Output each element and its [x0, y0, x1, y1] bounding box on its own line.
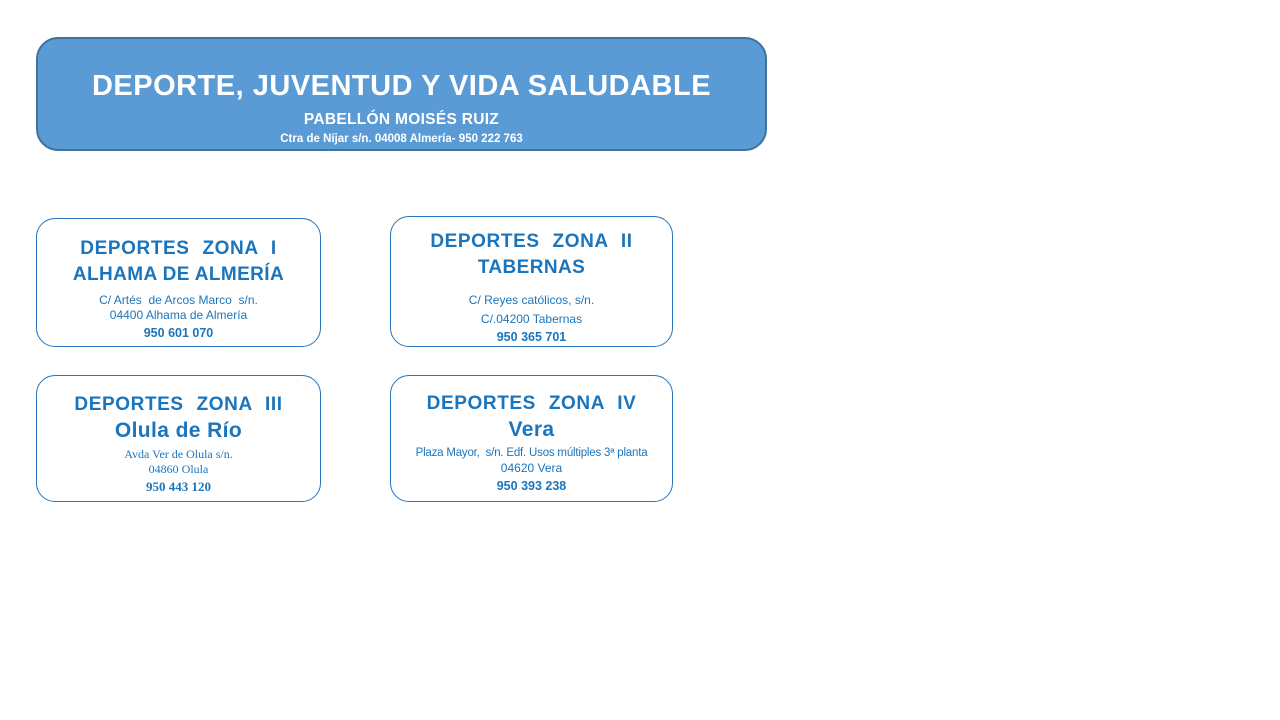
zone-locality: Olula de Río	[114, 419, 243, 442]
zone-address-line: Plaza Mayor, s/n. Edf. Usos múltiples 3ª planta	[415, 447, 648, 459]
zone-address-line: Avda Ver de Olula s/n.	[124, 447, 233, 461]
zone-phone: 950 443 120	[146, 479, 211, 494]
zone-locality: Vera	[508, 418, 555, 441]
zone-card-3	[36, 375, 321, 502]
zone-address-line: 04860 Olula	[148, 462, 209, 476]
zone-title: DEPORTES ZONA III	[74, 394, 283, 415]
zone-address-line: 04620 Vera	[500, 461, 563, 475]
page-title: DEPORTE, JUVENTUD Y VIDA SALUDABLE	[91, 70, 712, 102]
zone-phone: 950 601 070	[143, 326, 214, 340]
zone-address-line: 04400 Alhama de Almería	[109, 308, 248, 322]
zone-card-2	[390, 216, 673, 347]
zone-phone: 950 365 701	[496, 330, 567, 344]
zone-card-4	[390, 375, 673, 502]
zone-address-block	[37, 293, 320, 341]
zone-address-line: C/ Artés de Arcos Marco s/n.	[99, 293, 258, 307]
zone-phone: 950 393 238	[496, 479, 567, 493]
zone-locality: TABERNAS	[477, 257, 586, 278]
zone-locality: ALHAMA DE ALMERÍA	[72, 264, 285, 285]
venue-name: PABELLÓN MOISÉS RUIZ	[303, 111, 500, 128]
header-banner	[36, 37, 767, 151]
zone-title: DEPORTES ZONA I	[80, 238, 277, 259]
zone-address-block	[391, 446, 672, 494]
zone-address-block	[37, 447, 320, 495]
venue-address: Ctra de Níjar s/n. 04008 Almería- 950 222 763	[280, 133, 523, 145]
zone-title: DEPORTES ZONA II	[430, 231, 633, 252]
zone-address-block	[391, 293, 672, 345]
zone-card-1	[36, 218, 321, 347]
zone-title: DEPORTES ZONA IV	[426, 393, 637, 414]
zone-address-line: C/ Reyes católicos, s/n.	[468, 293, 595, 307]
zone-address-line: C/.04200 Tabernas	[480, 312, 583, 326]
